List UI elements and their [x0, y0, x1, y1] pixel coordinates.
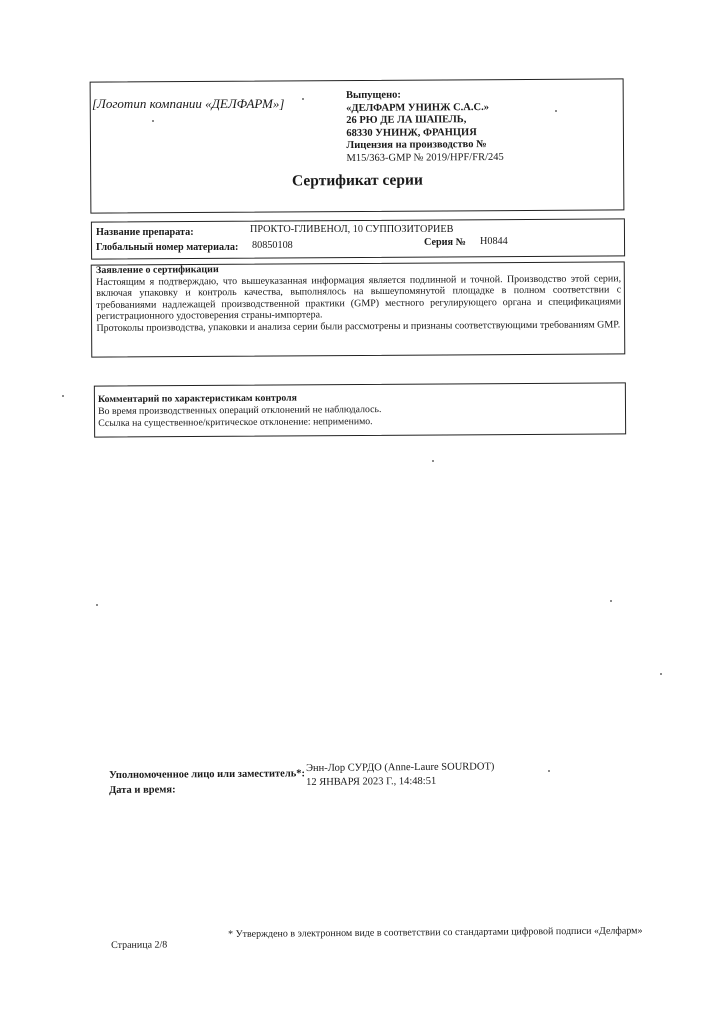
comments-line-1: Во время производственных операций отклонений не наблюдалось.: [98, 403, 382, 417]
statement-paragraph-1: Настоящим я подтверждаю, что вышеуказанная информация является подлинной и точной. Производство этой серии, включая упаковку и контроль качества, выполнялось на вышеупомянутой площадке в полном соответствии с требованиями надлежащей производственной практики (GMP) местного регулирующего органа и спецификациями регистрационного удостоверения страны-импортера.: [96, 272, 622, 323]
license-label: Лицензия на производство №: [346, 139, 487, 152]
document-title: Сертификат серии: [291, 171, 423, 190]
page-number: Страница 2/8: [111, 939, 168, 951]
datetime-label: Дата и время:: [109, 784, 176, 796]
material-number-label: Глобальный номер материала:: [96, 242, 239, 253]
batch-value: H0844: [480, 236, 508, 247]
scan-speck: [302, 98, 304, 100]
scan-speck: [432, 460, 434, 462]
scan-speck: [152, 120, 154, 122]
company-name: «ДЕЛФАРМ УНИНЖ С.А.С.»: [346, 101, 489, 114]
address-line-2: 68330 УНИНЖ, ФРАНЦИЯ: [346, 126, 477, 139]
footer-note: * Утверждено в электронном виде в соответствии со стандартами цифровой подписи «Делфарм»: [228, 925, 643, 940]
comments-heading: Комментарий по характеристикам контроля: [98, 392, 297, 405]
scan-speck: [555, 110, 557, 112]
material-number-value: 80850108: [252, 240, 293, 251]
scan-speck: [660, 673, 662, 675]
comments-block: [98, 392, 382, 429]
product-name-value: ПРОКТО-ГЛИВЕНОЛ, 10 СУППОЗИТОРИЕВ: [250, 224, 454, 235]
statement-heading: Заявление о сертификации: [96, 264, 219, 276]
scan-speck: [62, 395, 64, 397]
statement-paragraph-2: Протоколы производства, упаковки и анализа серии были рассмотрены и признаны соответствующими требованиям GMP.: [96, 319, 621, 334]
issuer-block: [346, 89, 504, 166]
license-number: M15/363-GMP № 2019/HPF/FR/245: [346, 151, 504, 164]
issued-by-label: Выпущено:: [346, 89, 401, 101]
scan-speck: [610, 600, 612, 602]
scan-speck: [548, 770, 550, 772]
scan-speck: [96, 604, 98, 606]
authorized-person-value: Энн-Лор СУРДО (Anne-Laure SOURDOT): [306, 761, 495, 774]
comments-line-2: Ссылка на существенное/критическое отклонение: неприменимо.: [98, 415, 373, 429]
datetime-value: 12 ЯНВАРЯ 2023 Г., 14:48:51: [306, 775, 437, 788]
batch-label: Серия №: [424, 237, 466, 248]
authorized-person-label: Уполномоченное лицо или заместитель*:: [109, 768, 306, 781]
address-line-1: 26 РЮ ДЕ ЛА ШАПЕЛЬ,: [346, 114, 467, 127]
company-logo-placeholder: [Логотип компании «ДЕЛФАРМ»]: [92, 96, 285, 111]
statement-block: [96, 261, 621, 334]
product-name-label: Название препарата:: [96, 227, 194, 238]
